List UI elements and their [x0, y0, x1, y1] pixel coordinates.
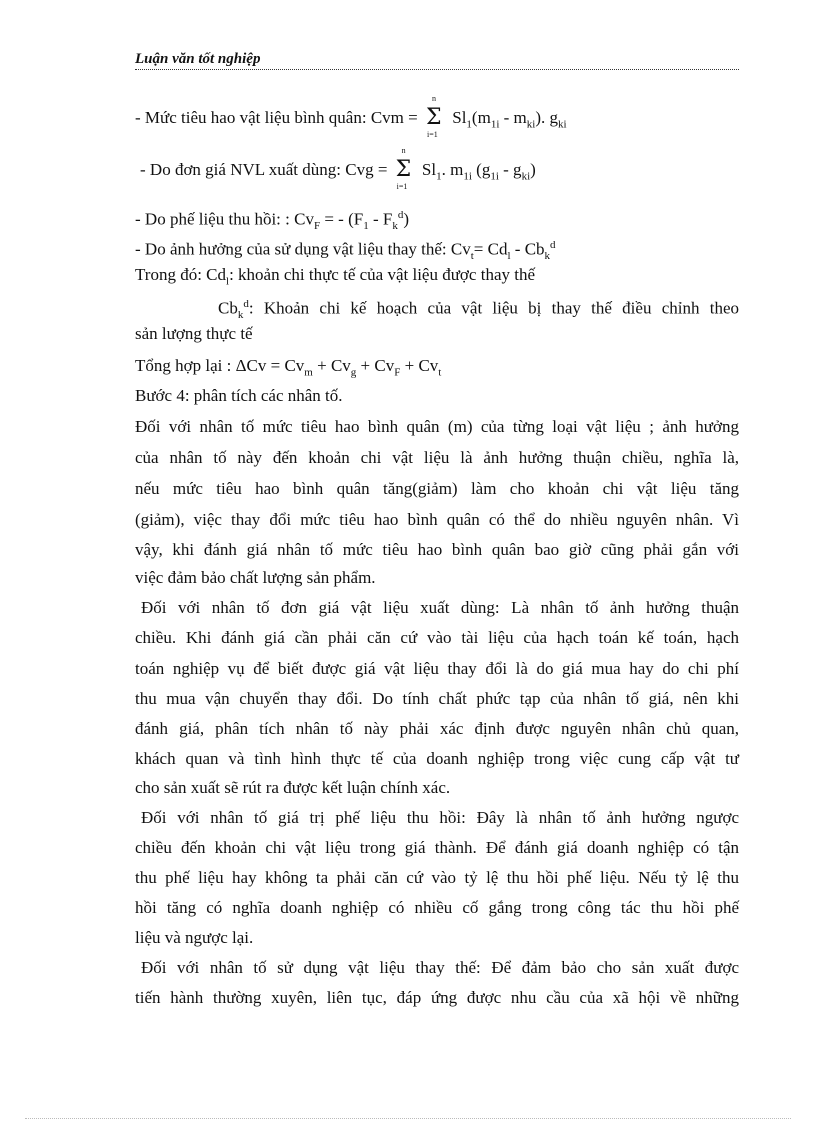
paragraph-line: vậy, khi đánh giá nhân tố mức tiêu hao bình quân bao giờ cũng phải gắn với: [135, 540, 739, 559]
paragraph-line: hồi tăng có nghĩa doanh nghiệp có nhiều cố gắng trong công tác thu hồi phế: [135, 898, 739, 917]
step-4-heading: Bước 4: phân tích các nhân tố.: [135, 386, 343, 405]
paragraph-line: chiều. Khi đánh giá cần phải căn cứ vào tài liệu của hạch toán kế toán, hạch: [135, 628, 739, 647]
footer-divider: [25, 1118, 791, 1119]
where-line-3: sản lượng thực tế: [135, 324, 253, 343]
formula-total: Tổng hợp lại : $\Delta Cv = Cv_m + Cv_g + Cv_F + Cv_t$: [135, 356, 442, 379]
paragraph-line: Đối với nhân tố đơn giá vật liệu xuất dùng: Là nhân tố ảnh hưởng thuận: [141, 598, 739, 617]
paragraph-line: chiều đến khoản chi vật liệu trong giá thành. Để đánh giá doanh nghiệp có tận: [135, 838, 739, 857]
paragraph-line: cho sản xuất sẽ rút ra được kết luận chính xác.: [135, 778, 451, 797]
formula-avg-consumption: - Mức tiêu hao vật liệu bình quân: Cvm = n Σ i=1 $Sl_1(m_{1i} - m_{ki})$. $g_{ki}$: [135, 94, 567, 140]
paragraph-line: toán nghiệp vụ để biết được giá vật liệu thay đổi là do giá mua hay do chi phí: [135, 659, 739, 678]
formula-scrap: - Do phế liệu thu hồi: : $Cv_F$ = - $(F_1 - F_k^d)$: [135, 209, 410, 233]
paragraph-line: liệu và ngược lại.: [135, 928, 254, 947]
paragraph-line: khách quan và tình hình thực tế của doanh nghiệp trong việc cung cấp vật tư: [135, 749, 739, 768]
paragraph-line: Đối với nhân tố sử dụng vật liệu thay thế: Để đảm bảo cho sản xuất được: [141, 958, 739, 977]
page-header-title: Luận văn tốt nghiệp: [135, 50, 739, 70]
paragraph-line: Đối với nhân tố giá trị phế liệu thu hồi: Đây là nhân tố ảnh hưởng ngược: [141, 808, 739, 827]
paragraph-line: thu mua vận chuyển thay đổi. Do tính chất phức tạp của nhân tố giá, nên khi: [135, 689, 739, 708]
sigma-symbol: n Σ i=1: [395, 146, 412, 192]
where-line-2: $Cb_k^d$: Khoản chi kế hoạch của vật liệu bị thay thế điều chỉnh theo: [218, 298, 739, 322]
paragraph-line: đánh giá, phân tích nhân tố này phải xác định được nguyên nhân chủ quan,: [135, 719, 739, 738]
paragraph-line: Đối với nhân tố mức tiêu hao bình quân (m) của từng loại vật liệu ; ảnh hưởng: [135, 417, 739, 436]
paragraph-line: (giảm), việc thay đổi mức tiêu hao bình quân có thể do nhiều nguyên nhân. Vì: [135, 510, 739, 529]
formula-unit-price: - Do đơn giá NVL xuất dùng: Cvg = n Σ i=1 $Sl_1$. $m_{1i}$ $(g_{1i} - g_{ki})$: [140, 146, 536, 192]
where-line-1: Trong đó: $Cd_l$: khoản chi thực tế của vật liệu được thay thế: [135, 265, 536, 288]
paragraph-line: tiến hành thường xuyên, liên tục, đáp ứng được nhu cầu của xã hội về những: [135, 988, 739, 1007]
paragraph-line: thu phế liệu hay không ta phải căn cứ vào tỷ lệ thu hồi phế liệu. Nếu tỷ lệ thu: [135, 868, 739, 887]
paragraph-line: của nhân tố này đến khoản chi vật liệu là ảnh hưởng thuận chiều, nghĩa là,: [135, 448, 739, 467]
sigma-symbol: n Σ i=1: [425, 94, 442, 140]
formula-substitute: - Do ảnh hưởng của sử dụng vật liệu thay thế: $Cv_t= Cd_l - Cb_k^d$: [135, 239, 556, 263]
paragraph-line: nếu mức tiêu hao bình quân tăng(giảm) làm cho khoản chi vật liệu tăng: [135, 479, 739, 498]
paragraph-line: việc đảm bảo chất lượng sản phẩm.: [135, 568, 376, 587]
